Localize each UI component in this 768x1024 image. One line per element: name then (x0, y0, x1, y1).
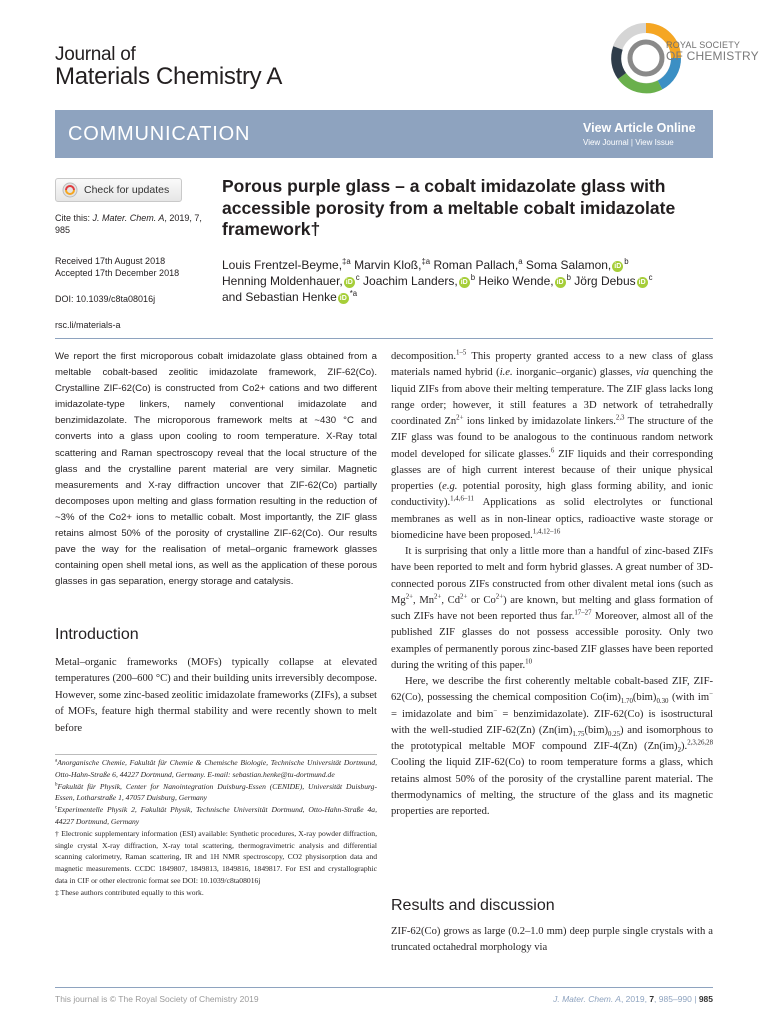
journal-title-line2: Materials Chemistry A (55, 63, 283, 90)
copyright-notice: This journal is © The Royal Society of Chemistry 2019 (55, 994, 259, 1004)
orcid-icon[interactable]: iD (614, 263, 622, 270)
cite-journal: J. Mater. Chem. A (92, 213, 165, 223)
footer-journal: J. Mater. Chem. A (553, 994, 621, 1004)
footnote-esi: † Electronic supplementary information (ESI) available: Synthetic procedures, X-ray powder diffraction, single crystal X-ray diffraction, X-ray total scattering, thermogravimetric analysis and differential scanning calorimetry, Raman scattering, IR and 1H NMR spectroscopy, CO2 physisorption data and magnetic measurements. CCDC 1849807, 1849813, 1849816, 1849817. For ESI and crystallographic data in CIF or other electronic format see DOI: 10.1039/c8ta08016j (55, 828, 377, 885)
view-article-online-link[interactable]: View Article Online (583, 121, 696, 135)
author-2: Marvin Kloß,$^{\ddagger a}$ (354, 257, 431, 272)
cite-rest: , 2019, 7, 985 (55, 213, 202, 235)
orcid-icon[interactable]: iD (339, 295, 347, 302)
orcid-icon[interactable]: iD (556, 279, 564, 286)
body-paragraph: decomposition.$^{1-5}$ This property granted access to a new class of glass materials named hybrid (i.e. inorganic–organic) glasses, via quenching the liquid ZIFs from above their melting temperature. The ZIF glass lacks long range order; however, it still features a 3D network of tetrahedrally coordinated $Zn^{2+}$ ions linked by imidazolate linkers.$^{2,3}$ The structure of the ZIF glass was found to be analogous to the continuous random network model developed for silicate glasses.$^6$ ZIF liquids and their corresponding glasses are of high current interest because of their unique physical properties (e.g. potential porosity, high glass forming ability, and ionic conductivity).$^{1,4,6-11}$ Applications as solid electrolytes or functional membranes as well as in non-linear optics, radioactive waste storage or biomedicine have been proposed.$^{1,4,12-16}$ (391, 349, 714, 541)
results-heading: Results and discussion (391, 897, 555, 914)
journal-title (55, 44, 282, 88)
journal-title-line1: Journal of (55, 44, 136, 65)
received-date: Received 17th August 2018 (55, 256, 166, 266)
footnote-equal: ‡ These authors contributed equally to this work. (55, 887, 204, 897)
footnote-divider (55, 754, 377, 755)
article-type-label: COMMUNICATION (68, 123, 251, 145)
author-3: Roman Pallach,$^a$ (433, 257, 523, 272)
publisher-name (666, 40, 759, 62)
check-for-updates-button[interactable] (55, 178, 182, 202)
author-6: Joachim Landers, $iD^b$ (363, 273, 476, 288)
introduction-heading: Introduction (55, 626, 139, 643)
orcid-icon[interactable]: iD (460, 279, 468, 286)
author-8: Jörg Debus $iD^c$ (574, 273, 653, 288)
view-journal-link[interactable]: View Journal (583, 138, 629, 147)
view-issue-link[interactable]: View Issue (635, 138, 674, 147)
article-title: Porous purple glass – a cobalt imidazolate glass with accessible porosity from a meltable cobalt imidazolate framework† (222, 176, 676, 239)
author-5: Henning Moldenhauer, $iD^c$ (222, 273, 360, 288)
journal-link[interactable]: rsc.li/materials-a (55, 320, 121, 330)
author-9: and Sebastian Henke $iD^{*a}$ (222, 289, 358, 304)
publisher-line2: OF CHEMISTRY (666, 49, 759, 63)
orcid-icon[interactable]: iD (345, 279, 353, 286)
citation-info (55, 213, 215, 236)
footnote-c: $^c$Experimentelle Physik 2, Fakultät Physik, Technische Universität Dortmund, Otto-Hahn-Straße 4a, 44227 Dortmund, Germany (55, 805, 377, 826)
dates (55, 256, 215, 279)
footnotes (55, 757, 377, 899)
view-links: View Journal | View Issue (583, 138, 674, 147)
cite-prefix: Cite this: (55, 213, 93, 223)
doi[interactable]: DOI: 10.1039/c8ta08016j (55, 294, 156, 304)
results-paragraph: ZIF-62(Co) grows as large (0.2–1.0 mm) deep purple single crystals with a truncated octahedral morphology via (391, 926, 713, 954)
check-updates-icon (62, 182, 78, 198)
body-paragraph: Here, we describe the first coherently meltable cobalt-based ZIF, ZIF-62(Co), possessing the chemical composition $Co(im)_{1.70}(bim)_{0.30}$ (with im− = imidazolate and bim− = benzimidazolate). ZIF-62(Co) is isostructural with the well-studied ZIF-62(Zn) $(Zn(im)_{1.75}(bim)_{0.25})$ and isomorphous to the prototypical meltable MOF compound ZIF-4(Zn) $(Zn(im)_2).^{2,3,26,28}$ Cooling the liquid ZIF-62(Co) to room temperature forms a glass, which retains almost 50% of the porosity of the crystalline parent material. The thermodynamics of melting, the structure of the glass and its magnetic properties are reported. (391, 676, 714, 817)
author-4: Soma Salamon, $iD^b$ (525, 257, 629, 272)
introduction-paragraph: Metal–organic frameworks (MOFs) typically collapse at elevated temperatures (200–600 °C) and their building units irreversibly decompose. However, some zinc-based zeolitic imidazolate frameworks (ZIFs), a subset of MOFs, feature high thermal stability and were recently shown to melt before (55, 657, 377, 734)
author-7: Heiko Wende, $iD^b$ (478, 273, 571, 288)
footer-divider (55, 987, 713, 988)
footer-volume: 7 (649, 994, 655, 1004)
orcid-icon[interactable]: iD (638, 279, 646, 286)
publisher-line1: ROYAL SOCIETY (666, 40, 741, 50)
body-text-right-column (391, 349, 713, 820)
footnote-b: $^b$Fakultät für Physik, Center for Nanointegration Duisburg-Essen (CENIDE), Universität Duisburg-Essen, Lotharstraße 1, 47057 Duisburg, Germany (55, 781, 377, 803)
footnote-a: $^a$Anorganische Chemie, Fakultät für Chemie & Chemische Biologie, Technische Universität Dortmund, Otto-Hahn-Straße 6, 44227 Dortmund, Germany. E-mail: sebastian.henke@tu-dortmund.de (55, 758, 377, 779)
accepted-date: Accepted 17th December 2018 (55, 267, 180, 278)
author-1: Louis Frentzel-Beyme,$^{\ddagger a}$ (222, 257, 351, 272)
abstract: We report the first microporous cobalt imidazolate glass obtained from a meltable cobalt-based zeolitic imidazolate framework, ZIF-62(Co). Crystalline ZIF-62(Co) is constructed from Co2+ cations and two different imidazolate-type linkers, namely conventional imidazolate and benzimidazolate. The microporous framework melts at ~430 °C and converts into a glass upon cooling to room temperature. X-Ray total scattering and Raman spectroscopy reveal that the local structure of the glass and the crystalline parent material are very similar. Magnetic measurements and X-ray diffraction uncover that ZIF-62(Co) partially decomposes upon melting and glass formation resulting in the reduction of ~3% of the Co2+ ions to metallic cobalt. Most importantly, the ZIF glass retains almost 50% of the porosity of crystalline ZIF-62(Co). Our results pave the way for the realisation of metal–organic framework glasses containing open shell metal ions, as well as the application of these porous glasses in gas separation, energy storage and catalysis. (55, 351, 377, 588)
author-list (222, 257, 722, 305)
page-number: 985 (698, 994, 713, 1004)
page-citation: J. Mater. Chem. A, 2019, 7, 985–990 | 985 (553, 994, 713, 1004)
body-paragraph: It is surprising that only a little more than a handful of zinc-based ZIFs have been reported to melt and form hybrid glasses. A great number of 3D-connected porous ZIFs constructed from other divalent metal ions (such as $Mg^{2+}$, $Mn^{2+}$, $Cd^{2+}$ or $Co^{2+}$) are known, but melting and glass formation of such ZIFs have not been reported thus far.$^{17-27}$ Moreover, almost all of the published ZIF glasses do not possess accessible porosity. Only two examples of permanently porous zinc-based ZIF glasses have been reported during the writing of this paper.$^{10}$ (391, 546, 714, 671)
check-for-updates-label: Check for updates (84, 184, 170, 196)
header-divider (55, 338, 713, 339)
